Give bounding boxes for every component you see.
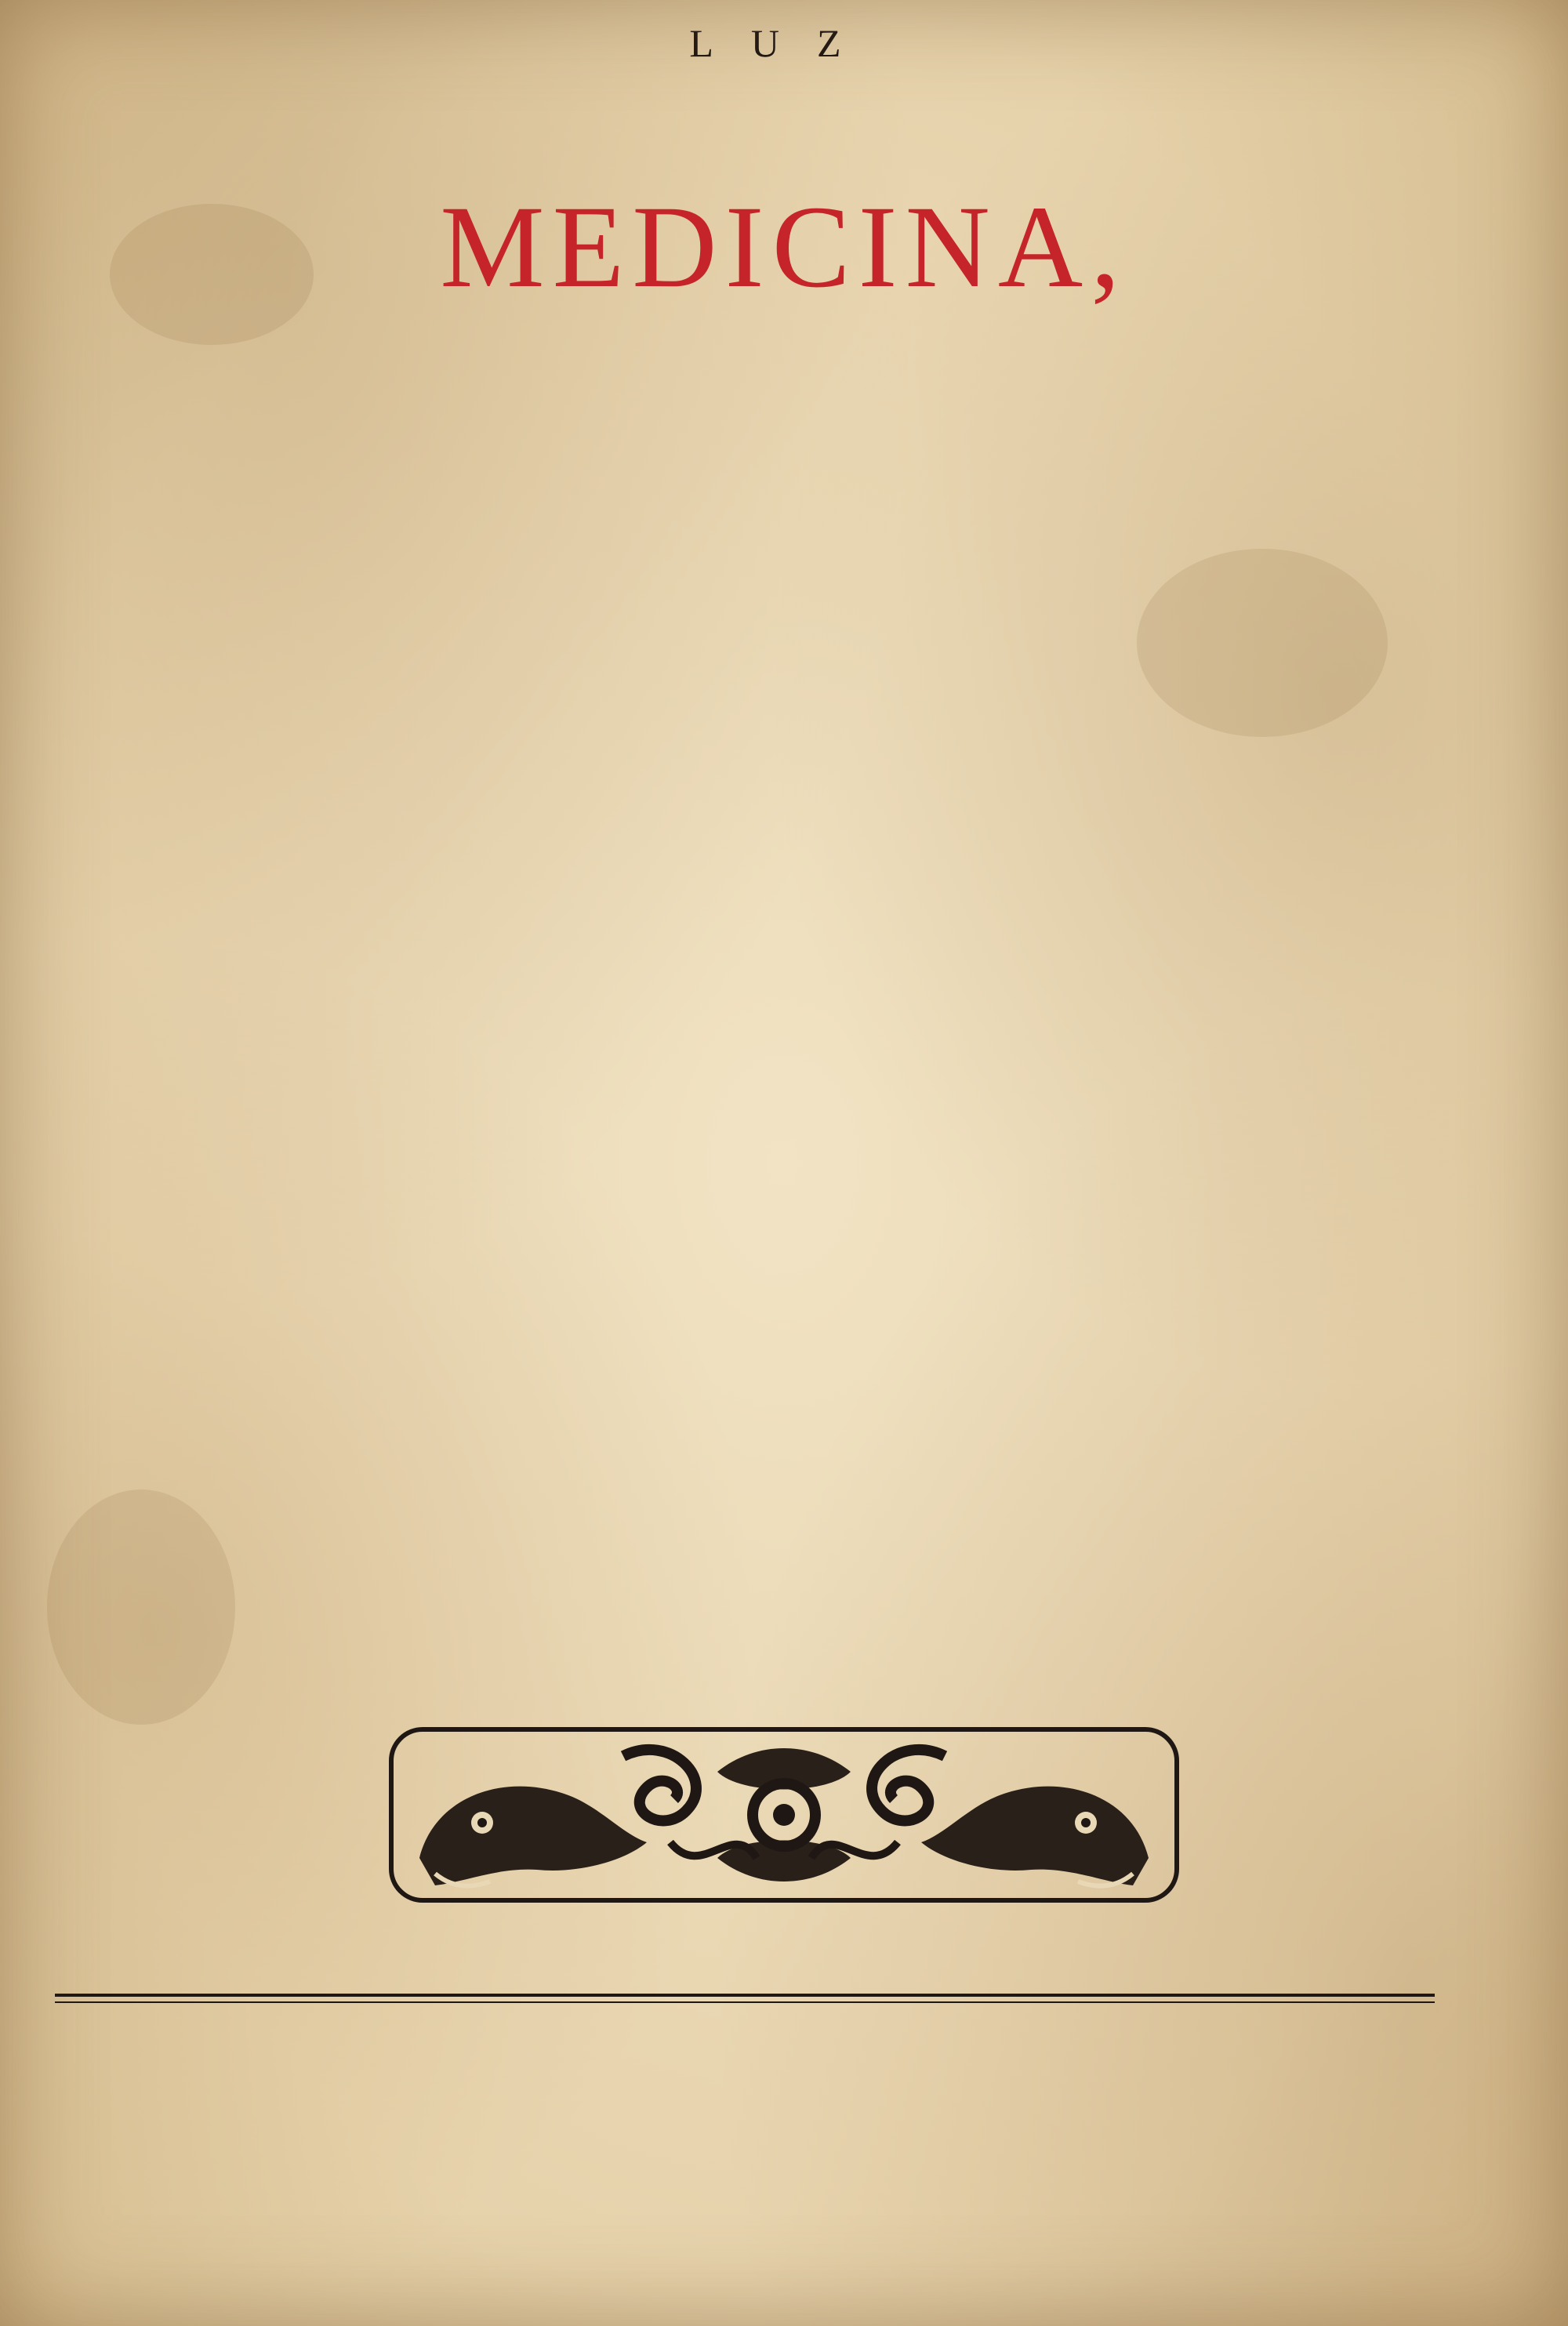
paper-stain xyxy=(47,1490,235,1725)
paper-stain xyxy=(1137,549,1388,737)
imprint-rule xyxy=(55,1994,1435,1997)
dolphin-foliage-ornament-icon xyxy=(388,1725,1180,1905)
title-luz: LUZ xyxy=(689,21,879,65)
title-medicina: MEDICINA, xyxy=(440,182,1128,312)
imprint-rule xyxy=(55,2001,1435,2003)
